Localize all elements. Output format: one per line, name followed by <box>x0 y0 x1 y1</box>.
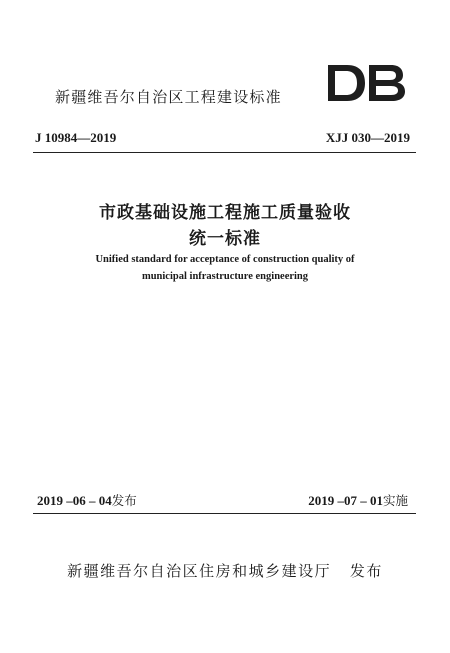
title-english-line-1: Unified standard for acceptance of construction quality of <box>95 254 355 265</box>
implement-date-value: 2019 –07 – 01 <box>308 493 383 508</box>
implement-date <box>308 491 408 509</box>
publisher: 新疆维吾尔自治区住房和城乡建设厅 发布 <box>67 562 383 580</box>
issue-date-value: 2019 –06 – 04 <box>37 493 112 508</box>
title-chinese-line-1: 市政基础设施工程施工质量验收 <box>99 203 351 223</box>
standard-type-label: 新疆维吾尔自治区工程建设标准 <box>55 88 282 106</box>
issue-date <box>37 491 137 509</box>
issue-date-suffix: 发布 <box>111 493 137 508</box>
title-chinese-line-2: 统一标准 <box>189 229 261 249</box>
implement-date-suffix: 实施 <box>382 493 408 508</box>
title-english-line-2: municipal infrastructure engineering <box>141 271 309 282</box>
record-number: J 10984—2019 <box>35 130 117 145</box>
db-logo <box>325 62 407 104</box>
bottom-divider <box>33 513 416 514</box>
top-divider <box>33 152 416 153</box>
standard-number: XJJ 030—2019 <box>325 130 410 145</box>
